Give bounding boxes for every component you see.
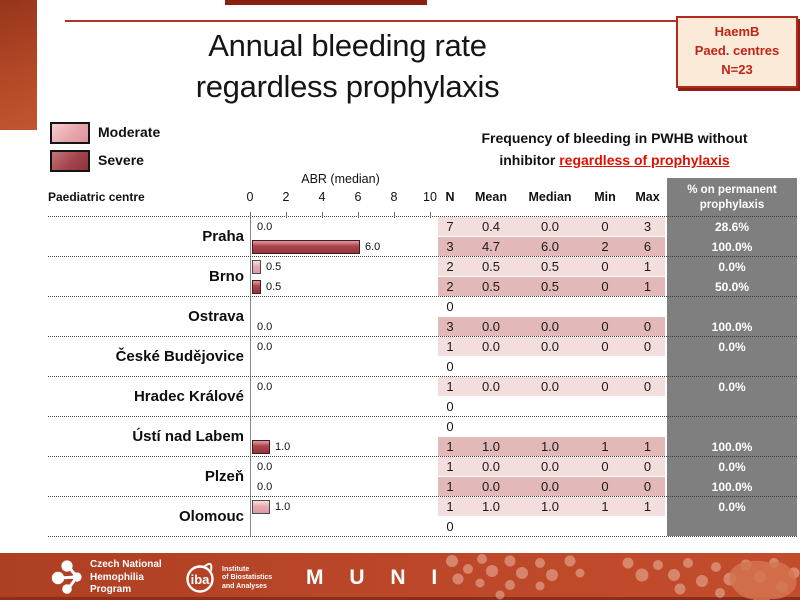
- x-tick-6: 6: [354, 190, 362, 204]
- cell-median: 1.0: [540, 439, 560, 454]
- cnhp-line-3: Program: [90, 584, 132, 595]
- bar-value-label: 0.0: [257, 220, 273, 233]
- cell-median: 0.0: [540, 379, 560, 394]
- centre-band-praha: [48, 217, 797, 257]
- cell-max: 0: [643, 319, 652, 334]
- cell-median: 0.0: [540, 459, 560, 474]
- cell-pct: 0.0%: [718, 259, 746, 274]
- cell-n: 0: [446, 299, 454, 314]
- cell-max: 1: [643, 499, 652, 514]
- cell-mean: 0.5: [481, 259, 501, 274]
- cell-n: 0: [446, 399, 454, 414]
- cell-max: 0: [643, 339, 652, 354]
- cell-pct: 0.0%: [718, 459, 746, 474]
- cell-mean: 0.0: [481, 319, 501, 334]
- cell-min: 0: [601, 319, 609, 334]
- bar-zone: [252, 239, 380, 254]
- cell-pct: 100.0%: [711, 319, 753, 334]
- moderate-row: [48, 257, 797, 276]
- cell-max: 6: [643, 239, 652, 254]
- cell-min: 0: [601, 279, 609, 294]
- severe-row: [48, 397, 797, 416]
- bar-value-label: 1.0: [275, 500, 291, 513]
- bar-value-label: 0.0: [257, 480, 273, 493]
- cell-n: 1: [446, 439, 454, 454]
- cell-mean: 0.4: [481, 219, 501, 234]
- table-row: [438, 277, 665, 296]
- centre-band-usti-nad-labem: [48, 417, 797, 457]
- table-row: [438, 497, 665, 516]
- x-tick-8: 8: [390, 190, 398, 204]
- bar-zone: [252, 339, 272, 354]
- tick-mark: [358, 212, 359, 218]
- cell-n: 3: [446, 319, 454, 334]
- centre-name: Plzeň: [204, 468, 244, 485]
- cell-max: 3: [643, 219, 652, 234]
- bar-zone: [252, 319, 272, 334]
- cell-min: 0: [601, 219, 609, 234]
- bar-value-label: 0.5: [266, 280, 282, 293]
- table-row: [438, 377, 665, 396]
- bar-severe: [252, 240, 360, 254]
- cell-n: 3: [446, 239, 454, 254]
- badge-line-1: HaemB: [714, 24, 760, 39]
- iba-line-3: and Analyses: [222, 582, 267, 590]
- chart-subtitle: [442, 128, 787, 171]
- cell-pct: [667, 397, 797, 416]
- x-axis-label: ABR (median): [301, 172, 380, 186]
- subtitle-line-2: [442, 150, 787, 172]
- severe-row: [48, 517, 797, 536]
- centre-band-ostrava: [48, 297, 797, 337]
- bar-value-label: 0.5: [266, 260, 282, 273]
- tick-mark: [322, 212, 323, 218]
- moderate-row: [48, 377, 797, 396]
- x-tick-10: 10: [423, 190, 437, 204]
- bar-zone: [252, 219, 272, 234]
- title-line-1: Annual bleeding rate: [208, 28, 487, 63]
- severe-row: [48, 317, 797, 336]
- centre-name: České Budějovice: [115, 348, 244, 365]
- table-row: [438, 457, 665, 476]
- cell-median: 6.0: [540, 239, 560, 254]
- cell-median: 0.0: [540, 479, 560, 494]
- bar-value-label: 1.0: [275, 440, 291, 453]
- cell-min: 0: [601, 479, 609, 494]
- cell-min: 0: [601, 339, 609, 354]
- cnhp-logo-text: [90, 559, 162, 597]
- x-tick-4: 4: [318, 190, 326, 204]
- bar-zone: [252, 379, 272, 394]
- cell-n: 2: [446, 259, 454, 274]
- cell-mean: 0.5: [481, 279, 501, 294]
- subtitle-line-1: Frequency of bleeding in PWHB without: [481, 130, 748, 146]
- chart-table-body: [48, 216, 797, 537]
- subtitle-highlight: regardless of prophylaxis: [559, 151, 730, 168]
- bar-value-label: 0.0: [257, 380, 273, 393]
- table-row: [438, 517, 665, 536]
- cnhp-line-2: Hemophilia: [90, 571, 144, 583]
- cell-pct: 100.0%: [711, 479, 753, 494]
- moderate-row: [48, 417, 797, 436]
- cell-n: 1: [446, 379, 454, 394]
- cell-min: 0: [601, 259, 609, 274]
- moderate-row: [48, 217, 797, 236]
- table-row: [438, 217, 665, 236]
- bar-value-label: 0.0: [257, 460, 273, 473]
- cell-mean: 0.0: [481, 479, 501, 494]
- tick-mark: [286, 212, 287, 218]
- severe-row: [48, 357, 797, 376]
- title-line-2: regardless prophylaxis: [195, 68, 500, 104]
- bar-value-label: 0.0: [257, 340, 273, 353]
- page-title: [80, 26, 615, 108]
- centre-band-olomouc: [48, 497, 797, 537]
- cell-mean: 1.0: [481, 439, 501, 454]
- centre-name: Ústí nad Labem: [132, 428, 244, 445]
- moderate-row: [48, 297, 797, 316]
- column-header-mean: Mean: [475, 190, 507, 204]
- cell-pct: 0.0%: [718, 499, 746, 514]
- cell-median: 1.0: [540, 499, 560, 514]
- cell-n: 0: [446, 359, 454, 374]
- bar-zone: [252, 459, 272, 474]
- top-accent-strip: [225, 0, 427, 5]
- bar-value-label: 6.0: [365, 240, 381, 253]
- moderate-row: [48, 337, 797, 356]
- cell-max: 1: [643, 259, 652, 274]
- table-row: [438, 317, 665, 336]
- bar-zone: [252, 479, 272, 494]
- cell-mean: 0.0: [481, 379, 501, 394]
- table-row: [438, 437, 665, 456]
- cell-n: 0: [446, 519, 454, 534]
- czech-map-shape: [730, 561, 797, 600]
- cell-max: 0: [643, 479, 652, 494]
- cell-min: 1: [601, 439, 609, 454]
- table-row: [438, 397, 665, 416]
- cell-n: 1: [446, 479, 454, 494]
- bar-value-label: 0.0: [257, 320, 273, 333]
- iba-logo-text: iba: [190, 572, 210, 587]
- cell-pct: 28.6%: [714, 219, 750, 234]
- cell-pct: [667, 417, 797, 436]
- column-header-n: N: [445, 190, 455, 204]
- cell-n: 0: [446, 419, 454, 434]
- bar-zone: [252, 279, 281, 294]
- moderate-row: [48, 457, 797, 476]
- column-header-max: Max: [635, 190, 660, 204]
- cell-mean: 0.0: [481, 339, 501, 354]
- subtitle-line-2-prefix: inhibitor: [499, 151, 560, 168]
- iba-logo-icon: [182, 558, 222, 598]
- bar-severe: [252, 440, 270, 454]
- badge-line-3: N=23: [721, 61, 753, 77]
- cell-pct: 100.0%: [711, 439, 753, 454]
- footer-dots-decoration: [430, 553, 800, 600]
- cell-mean: 1.0: [481, 499, 501, 514]
- badge-line-2: Paed. centres: [694, 42, 780, 58]
- centre-name: Ostrava: [188, 308, 244, 325]
- table-row: [438, 237, 665, 256]
- severe-row: [48, 437, 797, 456]
- cell-n: 1: [446, 459, 454, 474]
- x-tick-2: 2: [282, 190, 290, 204]
- cell-pct: [667, 357, 797, 376]
- centre-name: Praha: [202, 228, 244, 245]
- iba-institute-text: [222, 566, 272, 591]
- cell-median: 0.0: [540, 339, 560, 354]
- column-header-pct: % on permanent prophylaxis: [687, 183, 777, 211]
- centre-name: Hradec Králové: [133, 388, 244, 405]
- cell-max: 1: [643, 279, 652, 294]
- severe-row: [48, 277, 797, 296]
- cell-median: 0.5: [540, 259, 560, 274]
- bar-zone: [252, 439, 290, 454]
- cell-pct: 100.0%: [711, 239, 753, 254]
- bar-severe: [252, 280, 261, 294]
- legend-swatch-severe: [50, 150, 90, 172]
- x-tick-0: 0: [246, 190, 254, 204]
- cell-median: 0.5: [540, 279, 560, 294]
- muni-logo-text: M U N I: [306, 566, 448, 589]
- cell-pct: 0.0%: [718, 379, 746, 394]
- cell-min: 0: [601, 459, 609, 474]
- cell-mean: 4.7: [481, 239, 501, 254]
- tick-mark: [250, 212, 251, 218]
- cell-median: 0.0: [540, 219, 560, 234]
- centre-band-ceske-budejovice: [48, 337, 797, 377]
- left-accent-bar: [0, 0, 37, 130]
- bar-zone: [252, 259, 281, 274]
- cell-pct: 50.0%: [714, 279, 750, 294]
- centre-band-plzen: [48, 457, 797, 497]
- cell-max: 1: [643, 439, 652, 454]
- cell-pct: [667, 297, 797, 316]
- cell-median: 0.0: [540, 319, 560, 334]
- cell-pct: 0.0%: [718, 339, 746, 354]
- bar-zone: [252, 499, 290, 514]
- cell-min: 1: [601, 499, 609, 514]
- centre-band-hradec-kralove: [48, 377, 797, 417]
- cnhp-molecule-icon: [50, 560, 86, 594]
- table-row: [438, 337, 665, 356]
- iba-line-2: of Biostatistics: [222, 574, 273, 582]
- table-row: [438, 257, 665, 276]
- cell-max: 0: [643, 379, 652, 394]
- centre-band-brno: [48, 257, 797, 297]
- centre-name: Olomouc: [178, 508, 244, 525]
- legend-label-severe: Severe: [98, 152, 144, 168]
- legend-swatch-moderate: [50, 122, 90, 144]
- cell-mean: 0.0: [481, 459, 501, 474]
- table-row: [438, 297, 665, 316]
- bar-moderate: [252, 260, 261, 274]
- cell-n: 1: [446, 499, 454, 514]
- tick-mark: [430, 212, 431, 218]
- cell-pct: [667, 517, 797, 536]
- table-column-headers: [438, 190, 665, 204]
- tick-mark: [394, 212, 395, 218]
- cell-max: 0: [643, 459, 652, 474]
- cell-n: 7: [446, 219, 454, 234]
- cell-min: 2: [601, 239, 609, 254]
- cell-min: 0: [601, 379, 609, 394]
- column-header-median: Median: [528, 190, 572, 204]
- iba-line-1: Institute: [222, 566, 250, 573]
- cell-n: 1: [446, 339, 454, 354]
- row-axis-header: Paediatric centre: [48, 190, 145, 204]
- legend-label-moderate: Moderate: [98, 124, 161, 140]
- centre-name: Brno: [209, 268, 244, 285]
- title-underline-rule: [65, 20, 677, 22]
- severe-row: [48, 237, 797, 256]
- table-row: [438, 357, 665, 376]
- severe-row: [48, 477, 797, 496]
- bar-moderate: [252, 500, 270, 514]
- moderate-row: [48, 497, 797, 516]
- cnhp-line-1: Czech National: [90, 559, 162, 570]
- column-header-min: Min: [594, 190, 616, 204]
- table-row: [438, 477, 665, 496]
- cell-n: 2: [446, 279, 454, 294]
- haemb-badge: [676, 16, 798, 88]
- table-row: [438, 417, 665, 436]
